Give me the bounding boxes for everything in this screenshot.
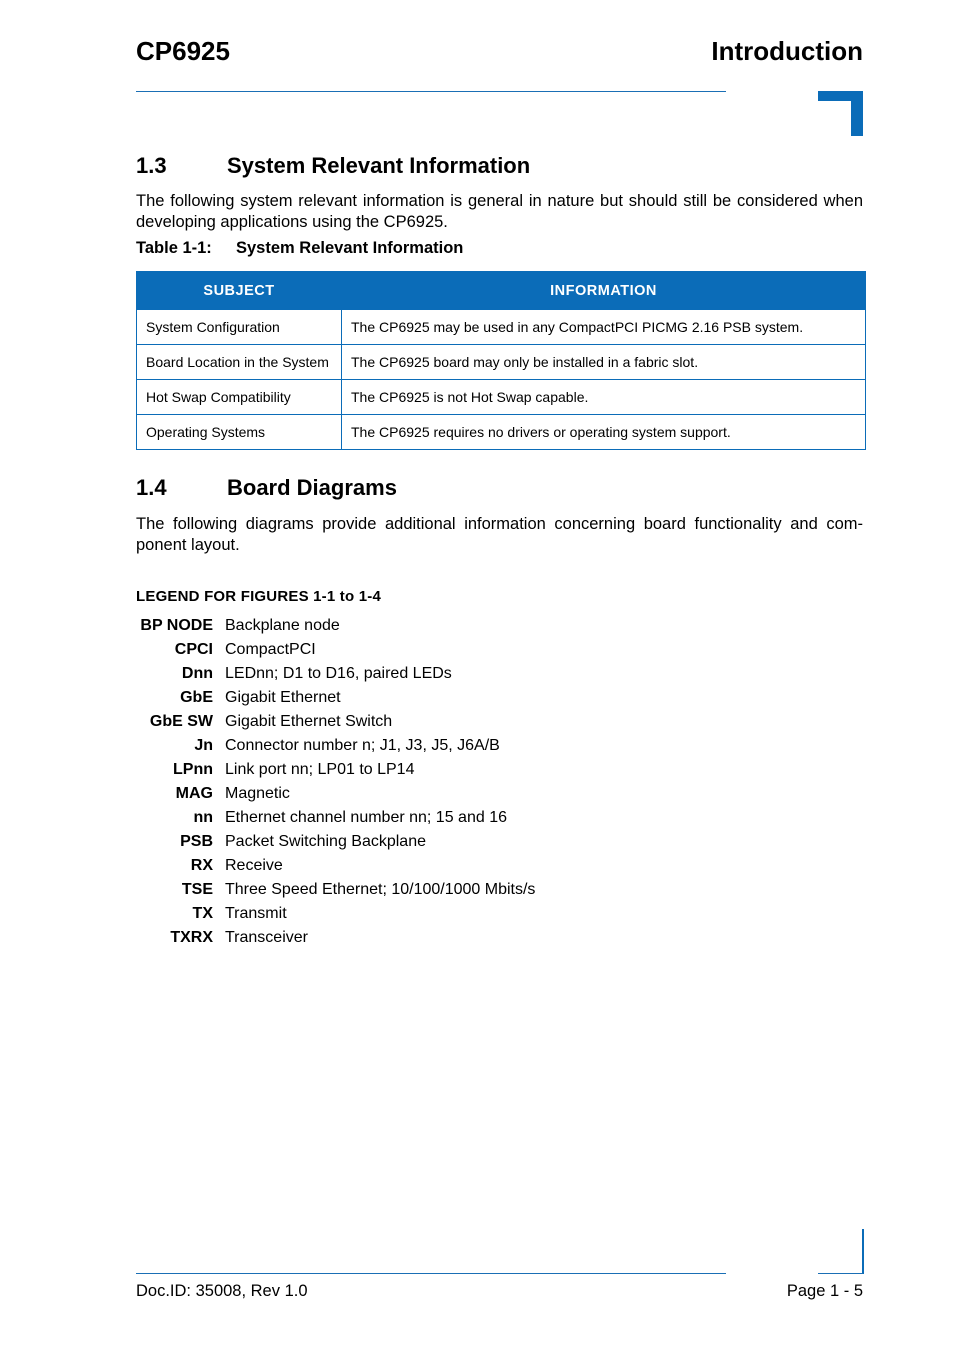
footer-rule-right [818,1273,863,1274]
legend-desc: Transmit [225,905,287,922]
footer-rule [136,1273,726,1274]
legend-item [136,614,535,638]
header-product: CP6925 [136,36,230,66]
legend-item [136,926,535,950]
legend-item [136,902,535,926]
information-cell: The CP6925 is not Hot Swap capable. [342,380,866,415]
legend-abbr: TX [192,905,213,922]
system-info-table [136,271,866,450]
table-caption [136,239,463,258]
legend-desc: Gigabit Ethernet Switch [225,713,393,730]
footer-page-number: Page 1 - 5 [786,1282,863,1300]
legend-desc: Ethernet channel number nn; 15 and 16 [225,809,507,826]
legend-heading: LEGEND FOR FIGURES 1-1 to 1-4 [136,588,381,605]
legend-abbr: PSB [180,833,213,850]
legend-desc: CompactPCI [225,641,316,658]
information-cell: The CP6925 may be used in any CompactPCI PICMG 2.16 PSB system. [342,310,866,345]
legend-desc: Connector number n; J1, J3, J5, J6A/B [225,737,500,754]
section-number: 1.3 [136,153,167,178]
section-heading-1-4 [136,475,397,501]
legend-desc: Three Speed Ethernet; 10/100/1000 Mbits/s [225,881,536,898]
legend-abbr: BP NODE [140,617,213,634]
subject-cell: Board Location in the System [137,345,342,380]
legend-desc: Gigabit Ethernet [225,689,341,706]
header-chapter: Introduction [711,36,863,66]
legend-abbr: MAG [175,785,213,802]
information-cell: The CP6925 board may only be installed in a fabric slot. [342,345,866,380]
legend-desc: Packet Switching Backplane [225,833,426,850]
legend-desc: Magnetic [225,785,290,802]
section-title: System Relevant Information [227,153,531,178]
legend-item [136,734,535,758]
subject-cell: Hot Swap Compatibility [137,380,342,415]
legend-abbr: RX [190,857,213,874]
footer-doc-id: Doc.ID: 35008, Rev 1.0 [136,1282,308,1300]
legend-item [136,710,535,734]
legend-abbr: Jn [194,737,213,754]
section-title: Board Diagrams [227,475,397,500]
subject-cell: Operating Systems [137,415,342,450]
legend-item [136,662,535,686]
legend-abbr: Dnn [181,665,213,682]
legend-desc: Receive [225,857,283,874]
legend-abbr: CPCI [174,641,213,658]
corner-bracket-top [818,91,863,136]
information-cell: The CP6925 requires no drivers or operating system support. [342,415,866,450]
legend-item [136,782,535,806]
legend-item [136,638,535,662]
table-caption-number: Table 1-1: [136,239,212,257]
section-paragraph: The following diagrams provide additional information concerning board functionality and com-ponent layout. [136,515,863,554]
legend-item [136,830,535,854]
table-caption-title: System Relevant Information [236,239,464,257]
legend-desc: Link port nn; LP01 to LP14 [225,761,415,778]
table-header-row [137,272,866,310]
table-row [137,415,866,450]
legend-item [136,806,535,830]
legend-abbr: GbE [180,689,213,706]
section-heading-1-3 [136,153,530,179]
legend-desc: LEDnn; D1 to D16, paired LEDs [225,665,452,682]
corner-bracket-bottom [862,1229,864,1274]
legend-abbr: TXRX [170,929,213,946]
legend-desc: Backplane node [225,617,340,634]
header-rule [136,91,726,92]
legend-abbr: LPnn [173,761,213,778]
section-number: 1.4 [136,475,167,500]
column-header-information: INFORMATION [342,272,866,310]
table-row [137,380,866,415]
legend-abbr: GbE SW [149,713,213,730]
legend-item [136,686,535,710]
section-paragraph: The following system relevant information is general in nature but should still be considered when developing applications using the CP6925. [136,192,863,231]
legend-abbr: nn [193,809,213,826]
legend-desc: Transceiver [225,929,308,946]
legend-item [136,854,535,878]
legend-list [136,614,535,950]
legend-item [136,878,535,902]
legend-abbr: TSE [181,881,213,898]
table-row [137,345,866,380]
legend-item [136,758,535,782]
column-header-subject: SUBJECT [137,272,342,310]
subject-cell: System Configuration [137,310,342,345]
table-row [137,310,866,345]
